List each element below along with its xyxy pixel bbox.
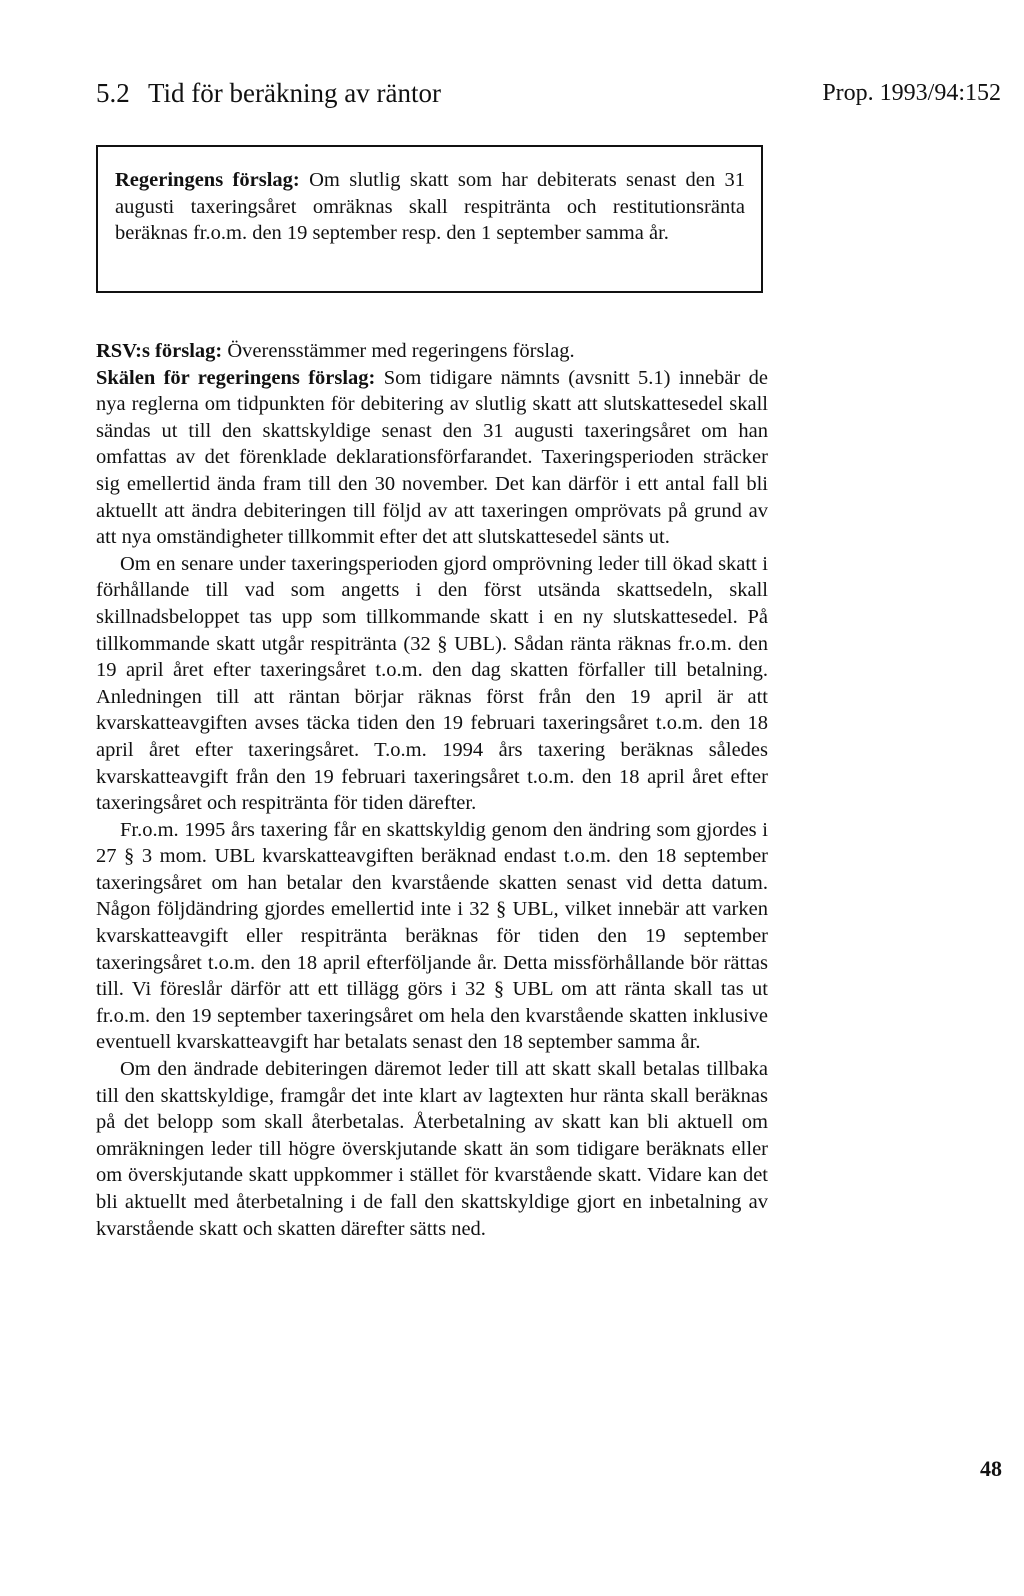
reasons-text: Som tidigare nämnts (avsnitt 5.1) innebär de nya reglerna om tidpunkten för debitering av slutlig skatt att slutskattesedel skall sändas ut till den skattskyldige senast den 31 augusti taxeringsåret om han omfattas av det förenklade deklarationsförfarandet. Taxeringsperioden sträcker sig emellertid ända fram till den 30 november. Det kan därför i ett antal fall bli aktuellt att ändra debiteringen till följd av att taxeringen omprövats på grund av att nya omständigheter tillkommit efter det att slutskattesedel sänts ut. [96, 366, 769, 549]
rsv-text: Överensstämmer med regeringens förslag. [227, 340, 575, 362]
paragraph-2: Om en senare under taxeringsperioden gjord omprövning leder till ökad skatt i förhållande till vad som angetts i den först utsända skattsedeln, skall skillnadsbeloppet tas upp som tillkommande skatt i en ny slutskattesedel. På tillkommande skatt utgår respitränta (32 § UBL). Sådan ränta räknas fr.o.m. den 19 april året efter taxeringsåret t.o.m. den dag skatten förfaller till betalning. Anledningen till att räntan börjar räknas först från den 19 april är att kvarskatteavgiften avses täcka tiden den 19 februari taxeringsåret t.o.m. den 18 april året efter taxeringsåret. T.o.m. 1994 års taxering beräknas således kvarskatteavgift från den 19 februari taxeringsåret t.o.m. den 18 april året efter taxeringsåret och respitränta för tiden därefter. [96, 552, 768, 815]
reasons-paragraph [96, 365, 768, 551]
page-number: 48 [980, 1456, 1002, 1481]
rsv-proposal-paragraph [96, 338, 768, 365]
proposal-text: Om slutlig skatt som har debiterats senast den 31 augusti taxeringsåret omräknas skall respitränta och restitutionsränta beräknas fr.o.m. den 19 september resp. den 1 september samma år. [115, 169, 745, 244]
paragraph-3: Fr.o.m. 1995 års taxering får en skattskyldig genom den ändring som gjordes i 27 § 3 mom. UBL kvarskatteavgiften beräknad endast t.o.m. den 18 september taxeringsåret om han betalar den kvarstående skatten senast vid detta datum. Någon följdändring gjordes emellertid inte i 32 § UBL, vilket innebär att varken kvarskatteavgift eller respitränta beräknas för tiden den 19 september taxeringsåret t.o.m. den 18 april efterföljande år. Detta missförhållande bör rättas till. Vi föreslår därför att ett tillägg görs i 32 § UBL om att ränta skall tas ut fr.o.m. den 19 september taxeringsåret om hela den kvarstående skatten inklusive eventuell kvarskatteavgift har betalats senast den 18 september samma år. [96, 818, 768, 1054]
document-reference: Prop. 1993/94:152 [822, 80, 1001, 106]
rsv-label: RSV:s förslag: [96, 340, 223, 362]
proposal-label: Regeringens förslag: [115, 169, 300, 191]
reasons-label: Skälen för regeringens förslag: [96, 366, 376, 389]
body-text [96, 338, 768, 1242]
paragraph-4: Om den ändrade debiteringen däremot leder till att skatt skall betalas tillbaka till den skattskyldige, framgår det inte klart av lagtexten hur ränta skall beräknas på det belopp som skall återbetalas. Återbetalning av skatt kan bli aktuell om omräkningen leder till högre överskjutande skatt än som tidigare beräknats eller om överskjutande skatt uppkommer i stället för kvarstående skatt. Vidare kan det bli aktuellt med återbetalning i de fall den skattskyldige gjort en inbetalning av kvarstående skatt och skatten därefter sätts ned. [96, 1058, 768, 1240]
government-proposal-box [96, 145, 763, 293]
section-number: 5.2 [96, 78, 130, 108]
page-header [96, 78, 1001, 118]
section-title: Tid för beräkning av räntor [148, 78, 441, 108]
